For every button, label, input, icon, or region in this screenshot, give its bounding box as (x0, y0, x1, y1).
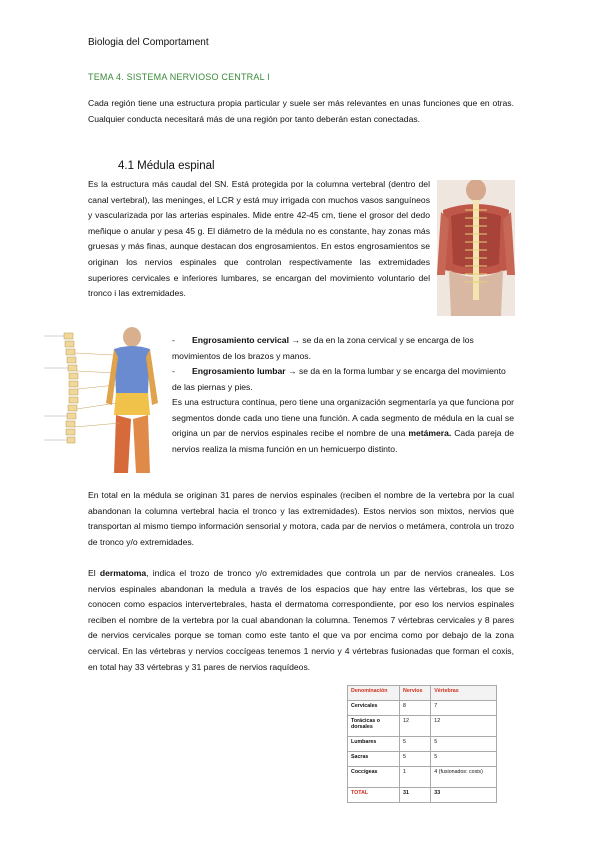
dermatome-text-pre: El (88, 568, 100, 578)
table-row (348, 701, 497, 716)
table-header-cell: Vértebras (431, 686, 497, 701)
table-row (348, 752, 497, 767)
section-heading: 4.1 Médula espinal (118, 160, 215, 172)
table-header-cell: Denominación (348, 686, 400, 701)
bullet-lumbar-text: se da en la forma lumbar y se encarga del movimiento de las piernas y pies. (172, 366, 506, 392)
table-cell: Coccígeas (348, 767, 400, 788)
table-total-row (348, 788, 497, 803)
table-cell: Sacras (348, 752, 400, 767)
table-cell: TOTAL (348, 788, 400, 803)
table-cell: 33 (431, 788, 497, 803)
bullet-cervical: - Engrosamiento cervical → se da en la zona cervical y se encarga de los movimientos de los brazos y manos. (172, 335, 474, 361)
metamera-term: metámera. (408, 428, 452, 439)
segment-text-a: Es una estructura contínua, pero tiene una organización segmentaría ya que funciona por segmentos donde cada uno tiene una función. A cada segmento de médula en la cual se origina un par de nervios espinales recibe el nombre de una (172, 397, 514, 439)
table-header-cell: Nervios (400, 686, 431, 701)
bullet-lumbar-term: Engrosamiento lumbar (192, 366, 286, 376)
table-cell: Lumbares (348, 737, 400, 752)
table-row (348, 767, 497, 788)
table-cell: 5 (400, 752, 431, 767)
table-cell: 5 (431, 752, 497, 767)
bullet-cervical-term: Engrosamiento cervical (192, 335, 289, 345)
table-header-row (348, 686, 497, 701)
segment-paragraph (172, 395, 514, 457)
vertebrae-nerves-table (347, 685, 497, 803)
spinal-cord-paragraph: Es la estructura más caudal del SN. Está protegida por la columna vertebral (dentro del canal vertebral), las meninges, el LCR y está muy irrigada con muchos vasos sanguíneos y vascularizada por las arterias espinales. Mide entre 42-45 cm, tiene el grosor del dedo meñique o anular y pesa 45 g. El diámetro de la médula no es constante, hay zonas más gruesas y más finas, aunque destacan dos engrosamientos. En estos engrosamientos se originan los nervios espinales que controlan respectivamente las extremidades superiores cervicales e inferiores lumbares, se encargan del movimiento voluntario del tronco i las extremidades. (88, 179, 430, 299)
table-cell: Torácicas o dorsales (348, 716, 400, 737)
table-cell: 5 (400, 737, 431, 752)
dermatome-illustration (42, 323, 164, 475)
table-cell: 12 (431, 716, 497, 737)
table-cell: 4 (fusionados: coxis) (431, 767, 497, 788)
table-cell: 8 (400, 701, 431, 716)
segment-text-b: Cada pareja de nervios realiza la misma función en un hemicuerpo distinto. (172, 428, 515, 454)
document-header: Biologia del Comportament (88, 37, 209, 48)
table-cell: 7 (431, 701, 497, 716)
dermatome-text-post: , indica el trozo de tronco y/o extremidades que controla un par de nervios craneales. Los nervios espinales abandonan la medula a través de los espacios que hay entre las vértebras, los que se conocen como espacios intervertebrales, hasta el dermatoma correspondiente, por eso los nervios espinales reciben el nombre de la vertebra por la cual abandonan la columna. Tenemos 7 vértebras cervicales y 8 pares de nervios cervicales porque se toman como este tanto el que va por encima como por debajo de la zona cervical. En las vértebras y nervios coccígeas tenemos 1 nervio y 4 vértebras fusionadas que forman el coxis, en total hay 33 vértebras y 31 pares de nervios raquídeos. (88, 568, 514, 672)
table-cell: 31 (400, 788, 431, 803)
chapter-title: TEMA 4. SISTEMA NERVIOSO CENTRAL I (88, 72, 270, 82)
spinal-nerves-paragraph: En total en la médula se originan 31 pares de nervios espinales (reciben el nombre de la vertebra por la cual abandonan la columna vertebral hacia el tronco y las extremidades). Estos nervios son mixtos, nervios que transportan al mismo tiempo información sensorial y motora, cada par de nervios o metámera, controla un trozo de tronco y/o extremidades. (88, 490, 514, 547)
arrow-icon: → (287, 366, 297, 376)
arrow-icon: → (291, 335, 300, 345)
table-cell: 5 (431, 737, 497, 752)
table-cell: 1 (400, 767, 431, 788)
intro-paragraph: Cada región tiene una estructura propia particular y suele ser más relevantes en unas funciones que en otras. Cualquier conducta necesitará más de una región por tanto deberán estan conectadas. (88, 98, 514, 124)
table-cell: Cervicales (348, 701, 400, 716)
bullet-lumbar: - Engrosamiento lumbar → se da en la forma lumbar y se encarga del movimiento de las piernas y pies. (172, 366, 506, 392)
table-row (348, 716, 497, 737)
dermatome-paragraph (88, 566, 514, 675)
table-cell: 12 (400, 716, 431, 737)
bullet-cervical-text: se da en la zona cervical y se encarga de los movimientos de los brazos y manos. (172, 335, 474, 361)
table-row (348, 737, 497, 752)
spinal-cord-anatomy-image (437, 180, 515, 316)
dermatome-term: dermatoma (99, 568, 147, 578)
